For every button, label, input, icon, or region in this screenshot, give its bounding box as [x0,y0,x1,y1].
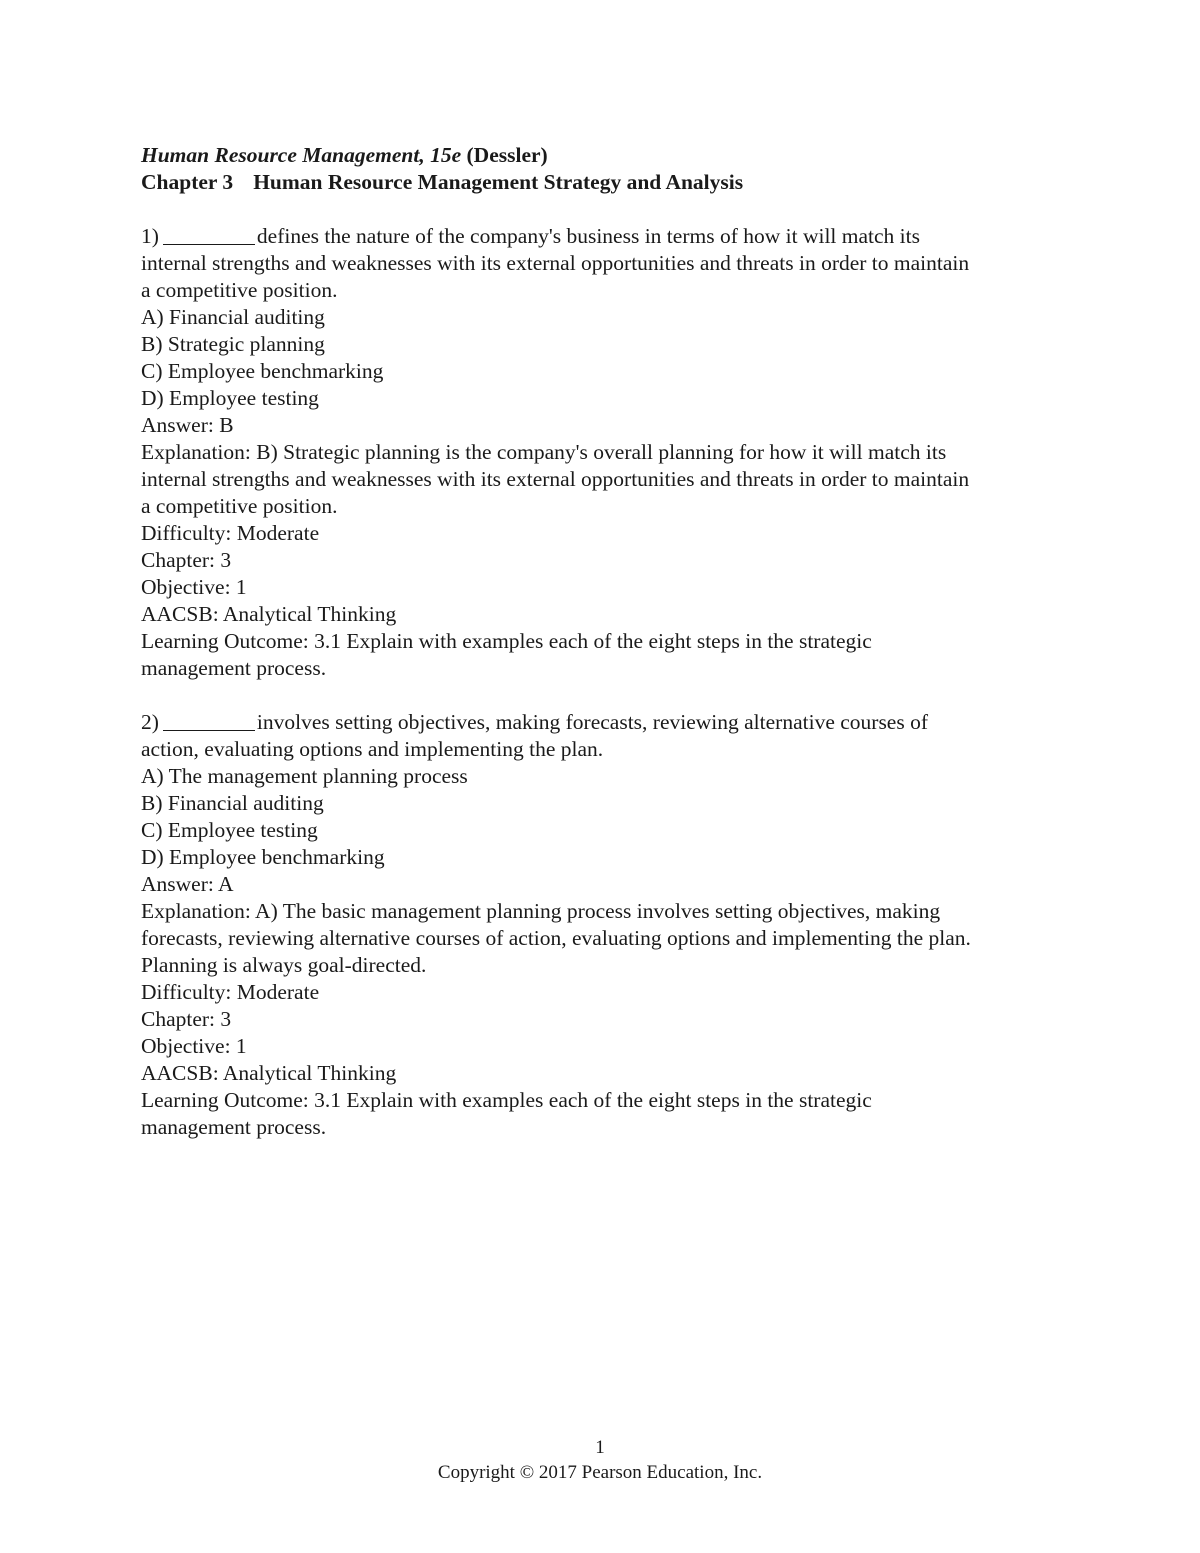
answer-blank [163,224,255,245]
objective: Objective: 1 [141,1034,247,1058]
book-title: Human Resource Management, 15e [141,143,462,167]
chapter-label: Chapter 3 [141,170,234,194]
option-d: D) Employee benchmarking [141,845,385,869]
option-c: C) Employee testing [141,818,318,842]
explanation-line: Planning is always goal-directed. [141,953,427,977]
question-stem-line: 2) involves setting objectives, making forecasts, reviewing alternative courses of [141,710,928,734]
question-2 [141,709,1061,1141]
option-c: C) Employee benchmarking [141,359,384,383]
chapter-meta: Chapter: 3 [141,548,232,572]
learning-outcome-line: Learning Outcome: 3.1 Explain with examples each of the eight steps in the strategic [141,629,872,653]
objective: Objective: 1 [141,575,247,599]
option-a: A) Financial auditing [141,305,325,329]
difficulty: Difficulty: Moderate [141,980,320,1004]
answer: Answer: A [141,872,234,896]
explanation-line: a competitive position. [141,494,338,518]
question-stem-line: 1) defines the nature of the company's business in terms of how it will match its [141,224,920,248]
option-a: A) The management planning process [141,764,468,788]
page-number: 1 [595,1437,605,1458]
explanation-line: internal strengths and weaknesses with its external opportunities and threats in order to maintain [141,467,970,491]
question-stem-line: action, evaluating options and implementing the plan. [141,737,604,761]
question-1 [141,223,1061,682]
option-b: B) Strategic planning [141,332,325,356]
option-d: D) Employee testing [141,386,319,410]
learning-outcome-line: management process. [141,1115,327,1139]
question-number: 2) [141,710,159,734]
option-b: B) Financial auditing [141,791,324,815]
difficulty: Difficulty: Moderate [141,521,320,545]
copyright-notice: Copyright © 2017 Pearson Education, Inc. [437,1462,763,1483]
question-stem-line: a competitive position. [141,278,338,302]
explanation-line: Explanation: B) Strategic planning is the company's overall planning for how it will match its [141,440,947,464]
question-stem-line: internal strengths and weaknesses with its external opportunities and threats in order to maintain [141,251,970,275]
learning-outcome-line: management process. [141,656,327,680]
explanation-line: forecasts, reviewing alternative courses of action, evaluating options and implementing the plan. [141,926,971,950]
chapter-meta: Chapter: 3 [141,1007,232,1031]
learning-outcome-line: Learning Outcome: 3.1 Explain with examples each of the eight steps in the strategic [141,1088,872,1112]
answer: Answer: B [141,413,234,437]
question-number: 1) [141,224,159,248]
author: (Dessler) [466,143,548,167]
book-title-line [141,142,1061,169]
chapter-title: Human Resource Management Strategy and Analysis [253,170,744,194]
explanation-line: Explanation: A) The basic management planning process involves setting objectives, making [141,899,941,923]
chapter-heading [141,169,1061,196]
aacsb: AACSB: Analytical Thinking [141,602,397,626]
aacsb: AACSB: Analytical Thinking [141,1061,397,1085]
answer-blank [163,710,255,731]
document-content [141,142,1061,1141]
